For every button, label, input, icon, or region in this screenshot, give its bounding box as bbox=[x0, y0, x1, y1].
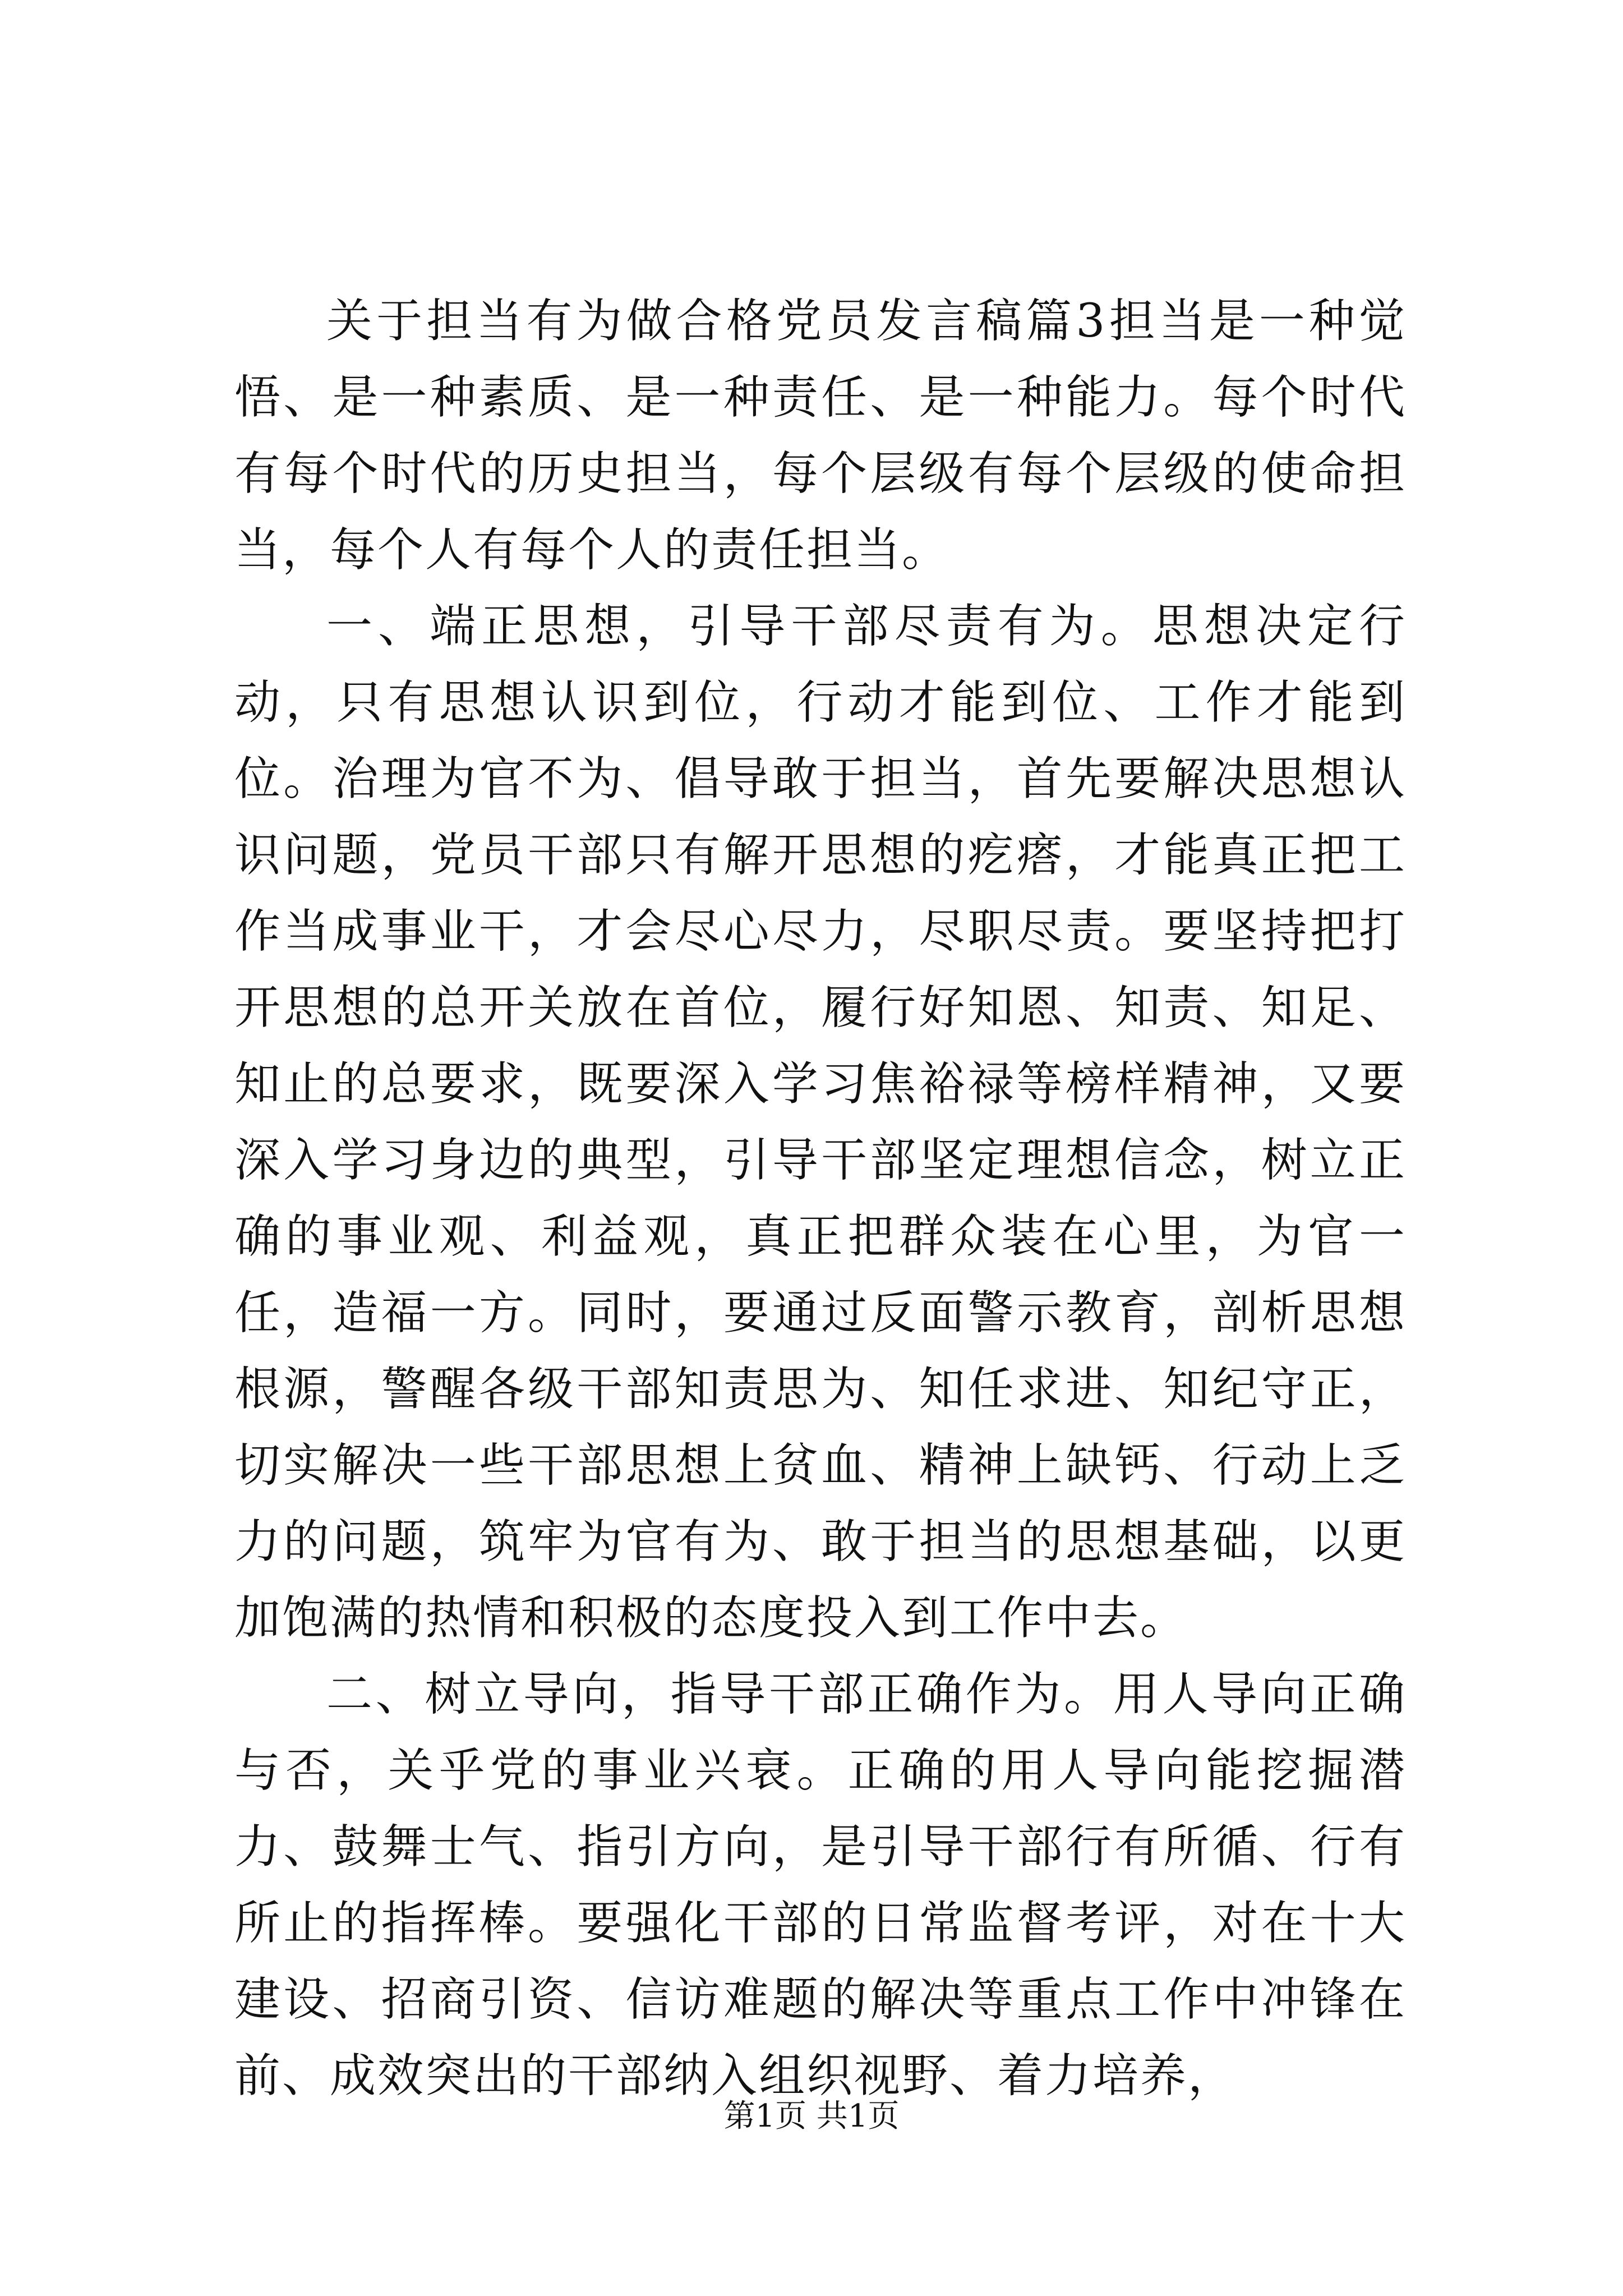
paragraph-section-two: 二、树立导向，指导干部正确作为。用人导向正确与否，关乎党的事业兴衰。正确的用人导向能挖掘潜力、鼓舞士气、指引方向，是引导干部行有所循、行有所止的指挥棒。要强化干部的日常监督考评，对在十大建设、招商引资、信访难题的解决等重点工作中冲锋在前、成效突出的干部纳入组织视野、着力培养， bbox=[234, 1668, 1407, 2102]
document-body bbox=[234, 283, 1407, 2114]
paragraph-intro: 关于担当有为做合格党员发言稿篇3担当是一种觉悟、是一种素质、是一种责任、是一种能力。每个时代有每个时代的历史担当，每个层级有每个层级的使命担当，每个人有每个人的责任担当。 bbox=[234, 295, 1407, 577]
paragraph-section-one: 一、端正思想，引导干部尽责有为。思想决定行动，只有思想认识到位，行动才能到位、工作才能到位。治理为官不为、倡导敢于担当，首先要解决思想认识问题，党员干部只有解开思想的疙瘩，才能真正把工作当成事业干，才会尽心尽力，尽职尽责。要坚持把打开思想的总开关放在首位，履行好知恩、知责、知足、知止的总要求，既要深入学习焦裕禄等榜样精神，又要深入学习身边的典型，引导干部坚定理想信念，树立正确的事业观、利益观，真正把群众装在心里，为官一任，造福一方。同时，要通过反面警示教育，剖析思想根源，警醒各级干部知责思为、知任求进、知纪守正，切实解决一些干部思想上贫血、精神上缺钙、行动上乏力的问题，筑牢为官有为、敢于担当的思想基础，以更加饱满的热情和积极的态度投入到工作中去。 bbox=[234, 600, 1407, 1645]
page-footer: 第1页 共1页 bbox=[723, 2098, 900, 2134]
